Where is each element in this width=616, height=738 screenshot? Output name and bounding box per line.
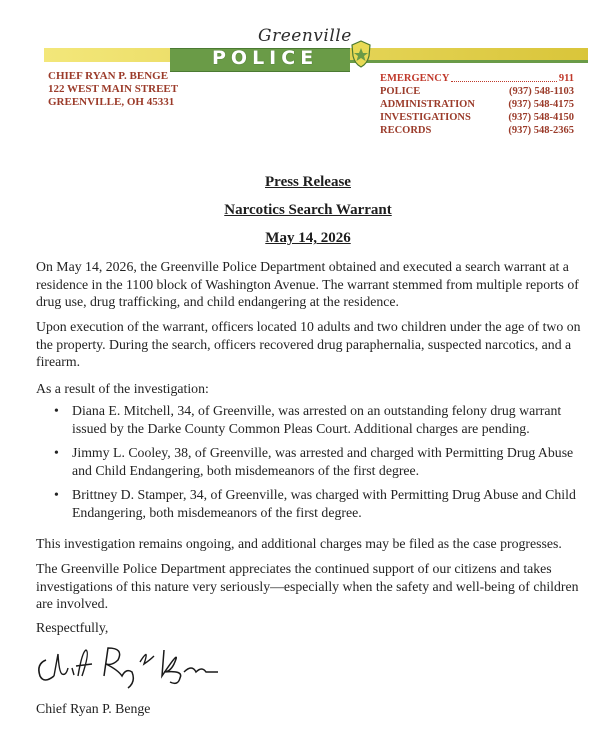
contact-number: 911 bbox=[558, 73, 574, 84]
arrest-list-item: • Jimmy L. Cooley, 38, of Greenville, was arrested and charged with Permitting Drug Abuse and Child Endangering, both misdemeanors of the first degree. bbox=[50, 444, 580, 479]
contact-row-police bbox=[380, 85, 574, 98]
paragraph-appreciation: The Greenville Police Department appreciates the continued support of our citizens and takes investigations of this nature very seriously—especially when the safety and well-being of children are involved. bbox=[36, 561, 579, 611]
arrest-list bbox=[50, 402, 580, 528]
subject-title: Narcotics Search Warrant bbox=[224, 202, 392, 218]
paragraph-ongoing: This investigation remains ongoing, and additional charges may be filed as the case progresses. bbox=[36, 536, 562, 551]
dot-leader bbox=[451, 72, 556, 82]
contact-label: ADMINISTRATION bbox=[380, 99, 475, 110]
address-line: CHIEF RYAN P. BENGE bbox=[48, 70, 169, 82]
contact-number: (937) 548-4175 bbox=[508, 99, 574, 110]
paragraph-summary: On May 14, 2026, the Greenville Police Department obtained and executed a search warrant at a residence in the 1100 block of Washington Avenue. The warrant stemmed from multiple reports of drug use, drug trafficking, and child endangering at the residence. bbox=[36, 259, 579, 309]
department-address bbox=[48, 70, 178, 109]
address-line: GREENVILLE, OH 45331 bbox=[48, 96, 175, 108]
contact-row-investigations bbox=[380, 111, 574, 124]
contact-label: POLICE bbox=[380, 86, 421, 97]
header-band-line bbox=[350, 60, 588, 63]
contact-label: EMERGENCY bbox=[380, 73, 450, 84]
contact-list bbox=[380, 72, 574, 137]
contact-number: (937) 548-4150 bbox=[508, 112, 574, 123]
signer-name: Chief Ryan P. Benge bbox=[36, 701, 151, 716]
brand-script: Greenville bbox=[258, 26, 352, 46]
contact-label: INVESTIGATIONS bbox=[380, 112, 471, 123]
contact-number: (937) 548-2365 bbox=[508, 125, 574, 136]
police-wordmark: POLICE bbox=[212, 47, 319, 69]
arrest-list-item: • Diana E. Mitchell, 34, of Greenville, was arrested on an outstanding felony drug warrant issued by the Darke County Common Pleas Court. Additional charges are pending. bbox=[50, 402, 580, 437]
letterhead bbox=[0, 0, 616, 140]
press-release-title: Press Release bbox=[265, 174, 351, 190]
closing-text: Respectfully, bbox=[36, 620, 109, 635]
badge-icon bbox=[350, 40, 372, 68]
paragraph-execution: Upon execution of the warrant, officers located 10 adults and two children under the age of two on the property. During the search, officers recovered drug paraphernalia, suspected narcotics, and a firearm. bbox=[36, 319, 581, 369]
address-line: 122 WEST MAIN STREET bbox=[48, 83, 179, 95]
contact-row-administration bbox=[380, 98, 574, 111]
contact-row-records bbox=[380, 124, 574, 137]
handwritten-signature bbox=[32, 642, 222, 690]
contact-row-emergency bbox=[380, 72, 574, 85]
contact-number: (937) 548-1103 bbox=[508, 86, 574, 97]
arrest-list-item: • Brittney D. Stamper, 34, of Greenville, was charged with Permitting Drug Abuse and Child Endangering, both misdemeanors of the first degree. bbox=[50, 486, 580, 521]
paragraph-result-intro: As a result of the investigation: bbox=[36, 381, 209, 396]
contact-label: RECORDS bbox=[380, 125, 432, 136]
release-date: May 14, 2026 bbox=[265, 230, 351, 246]
